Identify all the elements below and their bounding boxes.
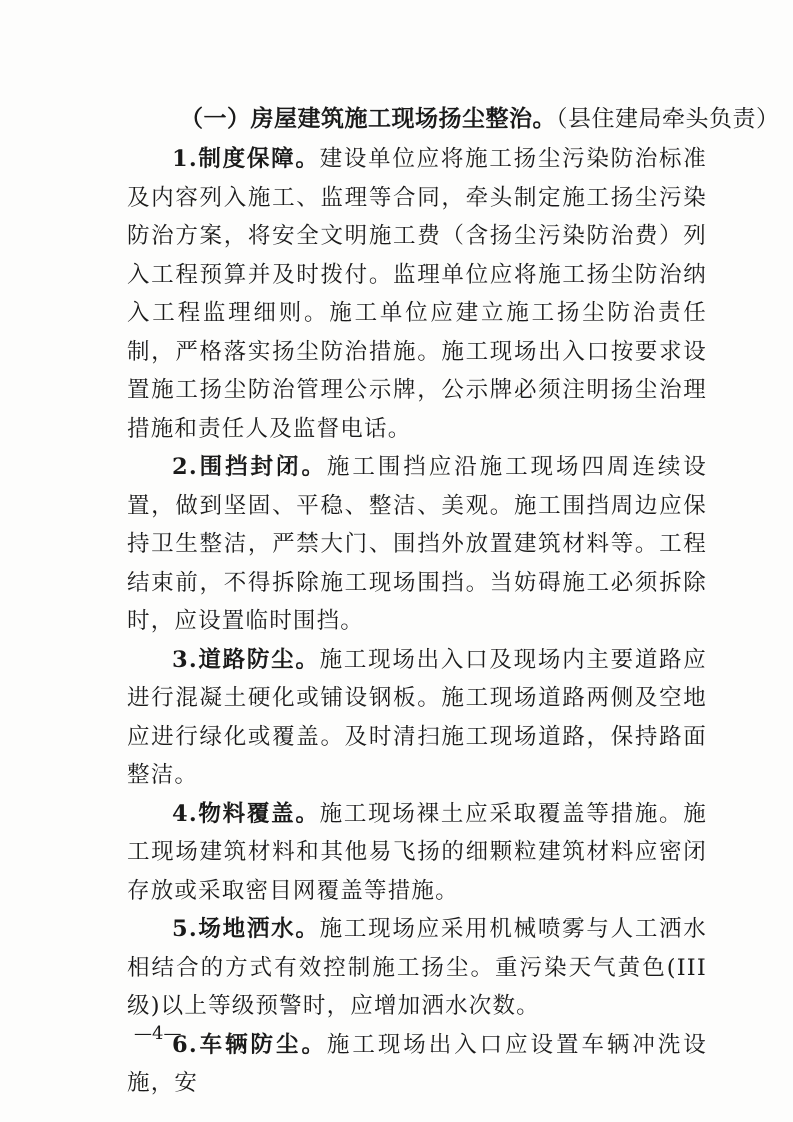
paragraph-2-text: 施工围挡应沿施工现场四周连续设置，做到坚固、平稳、整洁、美观。施工围挡周边应保持卫生整洁，严禁大门、围挡外放置建筑材料等。工程结束前，不得拆除施工现场围挡。当妨碍施工必须拆除时，应设置临时围挡。 bbox=[127, 454, 707, 634]
paragraph-3-text: 施工现场出入口及现场内主要道路应进行混凝土硬化或铺设钢板。施工现场道路两侧及空地应进行绿化或覆盖。及时清扫施工现场道路，保持路面整洁。 bbox=[127, 646, 708, 788]
paragraph-2 bbox=[127, 448, 707, 641]
paragraph-3-lead: 3.道路防尘。 bbox=[172, 646, 320, 673]
paragraph-4 bbox=[127, 795, 707, 911]
paragraph-1 bbox=[127, 140, 707, 448]
section-heading bbox=[180, 104, 780, 134]
paragraph-3 bbox=[127, 641, 707, 795]
paragraph-5 bbox=[127, 910, 707, 1026]
paragraph-4-lead: 4.物料覆盖。 bbox=[172, 800, 320, 827]
section-heading-responsible: （县住建局牵头负责） bbox=[556, 106, 780, 132]
section-heading-title: （一）房屋建筑施工现场扬尘整治。 bbox=[180, 105, 556, 132]
paragraph-6-lead: 6.车辆防尘。 bbox=[172, 1031, 327, 1058]
paragraph-1-text: 建设单位应将施工扬尘污染防治标准及内容列入施工、监理等合同，牵头制定施工扬尘污染防治方案，将安全文明施工费（含扬尘污染防治费）列入工程预算并及时拨付。监理单位应将施工扬尘防治纳入工程监理细则。施工单位应建立施工扬尘防治责任制，严格落实扬尘防治措施。施工现场出入口按要求设置施工扬尘防治管理公示牌，公示牌必须注明扬尘治理措施和责任人及监督电话。 bbox=[127, 146, 708, 442]
paragraph-6 bbox=[127, 1026, 707, 1103]
page-number: —4— bbox=[134, 1023, 182, 1044]
paragraph-1-lead: 1.制度保障。 bbox=[172, 146, 320, 172]
paragraph-6-text: 施工现场出入口应设置车辆冲洗设施，安 bbox=[127, 1031, 707, 1096]
body-text bbox=[127, 140, 707, 1103]
paragraph-5-text: 施工现场应采用机械喷雾与人工洒水相结合的方式有效控制施工扬尘。重污染天气黄色(III级)以上等级预警时，应增加洒水次数。 bbox=[127, 916, 708, 1019]
paragraph-2-lead: 2.围挡封闭。 bbox=[172, 454, 327, 480]
paragraph-5-lead: 5.场地洒水。 bbox=[172, 916, 320, 942]
paragraph-4-text: 施工现场裸土应采取覆盖等措施。施工现场建筑材料和其他易飞扬的细颗粒建筑材料应密闭存放或采取密目网覆盖等措施。 bbox=[127, 800, 708, 904]
